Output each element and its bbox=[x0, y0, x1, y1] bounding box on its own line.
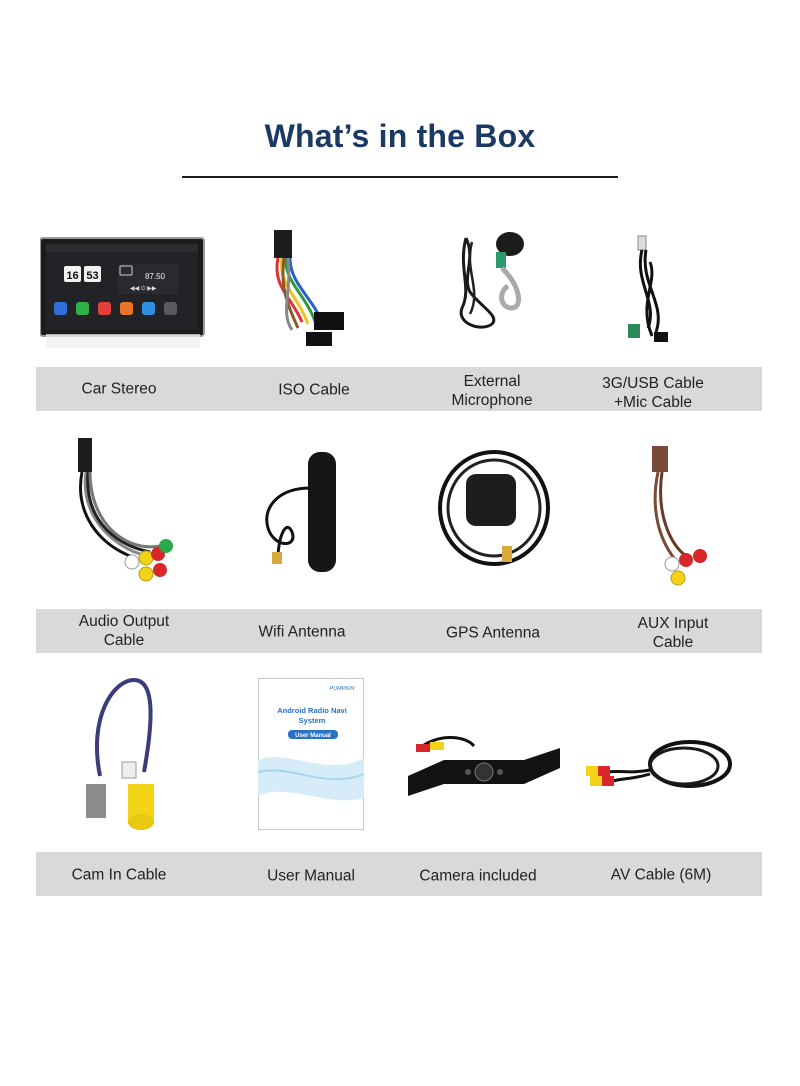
label-iso-cable: ISO Cable bbox=[278, 381, 350, 399]
camera-icon bbox=[404, 734, 564, 804]
label-wifi-antenna: Wifi Antenna bbox=[258, 623, 346, 641]
label-av-cable: AV Cable (6M) bbox=[610, 866, 712, 884]
manual-title-line1: Android Radio Navi bbox=[277, 706, 347, 715]
label-audio-output-cable: Audio Output Cable bbox=[78, 613, 170, 649]
label-external-microphone: External Microphone bbox=[451, 373, 533, 409]
title-underline bbox=[182, 176, 618, 178]
label-gps-antenna: GPS Antenna bbox=[446, 624, 540, 642]
gps-antenna-icon bbox=[436, 446, 552, 572]
microphone-icon bbox=[452, 228, 536, 336]
label-camera-included: Camera included bbox=[419, 867, 537, 885]
clock-hours: 16 bbox=[66, 270, 79, 282]
clock-minutes: 53 bbox=[86, 270, 99, 282]
label-car-stereo: Car Stereo bbox=[81, 380, 157, 398]
label-aux-input-cable: AUX Input Cable bbox=[637, 615, 709, 651]
audio-cable-icon bbox=[70, 434, 176, 598]
cam-cable-icon bbox=[84, 676, 174, 836]
label-user-manual: User Manual bbox=[267, 867, 355, 885]
wifi-antenna-icon bbox=[258, 448, 344, 578]
manual-badge: User Manual bbox=[295, 733, 331, 739]
aux-cable-icon bbox=[626, 440, 710, 590]
svg-text:◀◀ ⏻ ▶▶: ◀◀ ⏻ ▶▶ bbox=[130, 286, 157, 292]
usb-cable-icon bbox=[628, 232, 684, 350]
av-cable-icon bbox=[580, 738, 734, 798]
iso-cable-icon bbox=[262, 226, 362, 354]
manual-brand: PUMPKIN bbox=[329, 686, 355, 692]
page-title: What’s in the Box bbox=[264, 118, 536, 154]
user-manual-icon bbox=[258, 678, 364, 830]
manual-title-line2: System bbox=[298, 716, 326, 725]
radio-frequency: 87.50 bbox=[144, 272, 166, 281]
car-stereo-icon bbox=[40, 236, 206, 354]
label-usb-cable: 3G/USB Cable +Mic Cable bbox=[602, 375, 704, 411]
label-cam-in-cable: Cam In Cable bbox=[71, 866, 167, 884]
